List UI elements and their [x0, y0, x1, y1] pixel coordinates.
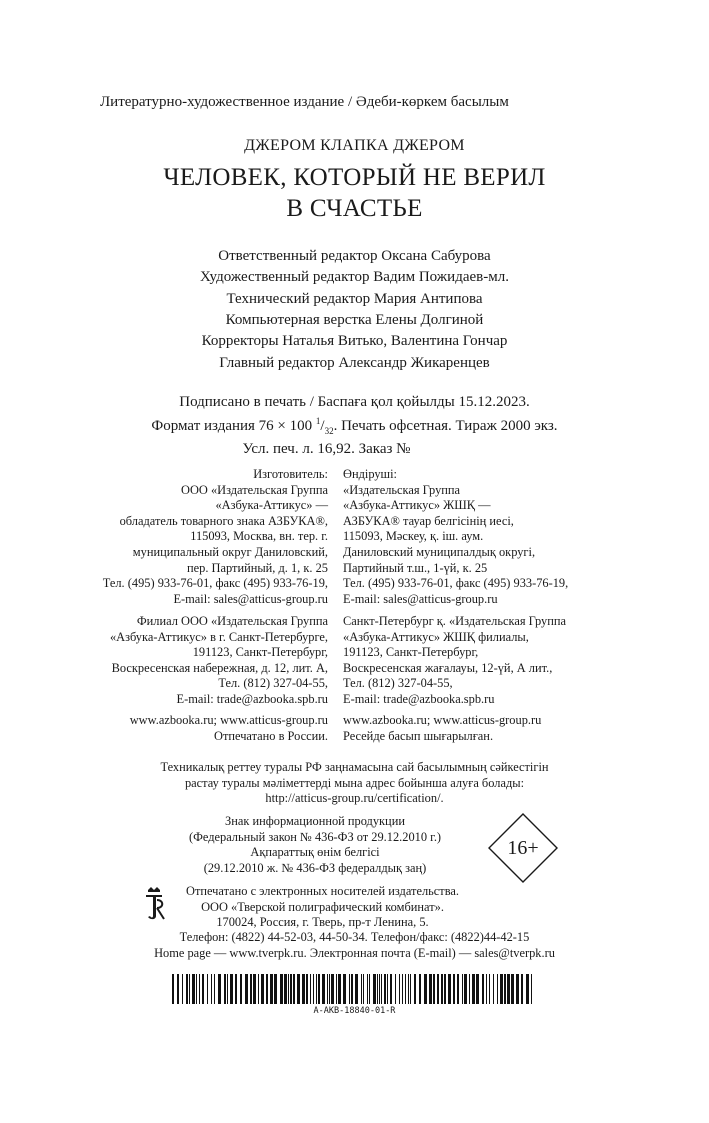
branch-ru-line: Воскресенская набережная, д. 12, лит. А,: [111, 660, 328, 675]
certification-line: растау туралы мәліметтерді мына адрес бойынша алуға болады:: [184, 775, 525, 790]
chief-editor: Главный редактор Александр Жикаренцев: [219, 355, 490, 371]
web-kz-line: www.azbooka.ru; www.atticus-group.ru: [343, 713, 542, 727]
barcode: [172, 974, 534, 1004]
sheets-text: Усл. печ. л. 16,92. Заказ №: [242, 441, 411, 457]
printer-info: [186, 884, 459, 931]
series-line: Литературно-художественное издание / Әдеби-көркем басылым: [100, 94, 509, 110]
manufacturer-kz-line: Даниловский муниципалдық округі,: [343, 544, 536, 559]
format-suffix: . Печать офсетная. Тираж 2000 экз.: [333, 417, 558, 434]
certification-line: Техникалық реттеу туралы РФ заңнамасына сай басылымның сәйкестігін: [160, 760, 549, 774]
web-ru: [130, 713, 328, 744]
barcode-bar: [384, 974, 386, 1004]
barcode-bar: [531, 974, 532, 1004]
branch-kz-line: Тел. (812) 327-04-55,: [343, 676, 453, 691]
barcode-bar: [297, 974, 300, 1004]
barcode-bar: [507, 974, 510, 1004]
manufacturer-ru: [103, 467, 328, 607]
manufacturer-kz-line: 115093, Мәскеу, қ. іш. аум.: [343, 529, 484, 544]
barcode-bar: [516, 974, 519, 1004]
barcode-bar: [270, 974, 273, 1004]
manufacturer-kz: [343, 467, 568, 607]
age-rating-text: 16+: [507, 837, 539, 859]
barcode-bar: [202, 974, 204, 1004]
barcode-bar: [250, 974, 252, 1004]
barcode-bar: [327, 974, 328, 1004]
barcode-bar: [261, 974, 264, 1004]
web-kz: [343, 713, 541, 744]
staff-line: Художественный редактор Вадим Пожидаев-мл.: [200, 269, 509, 286]
barcode-bar: [258, 974, 259, 1004]
staff-line: Ответственный редактор Оксана Сабурова: [218, 248, 491, 264]
barcode-bar: [313, 974, 314, 1004]
certification-link: http://atticus-group.ru/certification/.: [265, 791, 444, 806]
barcode-bar: [464, 974, 467, 1004]
barcode-bar: [419, 974, 421, 1004]
manufacturer-ru-line: 115093, Москва, вн. тер. г.: [190, 529, 328, 544]
barcode-bar: [433, 974, 435, 1004]
barcode-bar: [331, 974, 334, 1004]
barcode-bar: [245, 974, 248, 1004]
barcode-text: А-АКВ-18840-01-R: [313, 1006, 396, 1016]
printer-contacts: [0, 930, 709, 961]
barcode-bar: [402, 974, 403, 1004]
barcode-bar: [189, 974, 190, 1004]
barcode-bar: [322, 974, 325, 1004]
printer-line: ООО «Тверской полиграфический комбинат».: [201, 899, 444, 914]
barcode-bar: [349, 974, 350, 1004]
print-info: [0, 393, 709, 459]
barcode-bar: [316, 974, 317, 1004]
barcode-bar: [182, 974, 183, 1004]
barcode-bar: [399, 974, 400, 1004]
manufacturer-ru-line: ООО «Издательская Группа: [181, 482, 328, 497]
book-title-line-2: В СЧАСТЬЕ: [286, 195, 423, 222]
branch-ru-line: «Азбука-Аттикус» в г. Санкт-Петербурге,: [109, 629, 328, 644]
barcode-bar: [497, 974, 498, 1004]
barcode-bar: [482, 974, 484, 1004]
barcode-bar: [280, 974, 283, 1004]
barcode-bar: [266, 974, 268, 1004]
barcode-bar: [290, 974, 292, 1004]
barcode-bar: [235, 974, 237, 1004]
format-line: [0, 412, 709, 441]
branch-kz-line: Воскресенская жағалауы, 12-үй, А лит.,: [343, 660, 553, 675]
age-rating-badge: [487, 812, 559, 884]
barcode-bar: [457, 974, 459, 1004]
author-name: ДЖЕРОМ КЛАПКА ДЖЕРОМ: [244, 137, 465, 154]
barcode-bar: [207, 974, 208, 1004]
web-ru-line: Отпечатано в России.: [214, 728, 328, 743]
format-prefix: Формат издания 76 × 100: [151, 417, 316, 434]
manufacturer-ru-line: Изготовитель:: [253, 467, 328, 481]
barcode-bar: [230, 974, 233, 1004]
barcode-bar: [504, 974, 506, 1004]
barcode-bar: [199, 974, 200, 1004]
barcode-bar: [343, 974, 346, 1004]
manufacturer-kz-line: Партийный т.ш., 1-үй, к. 25: [343, 560, 488, 575]
manufacturer-kz-line: АЗБУКА® тауар белгісінің иесі,: [343, 513, 514, 528]
barcode-bar: [227, 974, 228, 1004]
manufacturer-ru-line: муниципальный округ Даниловский,: [132, 544, 328, 559]
branch-kz-line: 191123, Санкт-Петербург,: [343, 645, 479, 660]
format-slash: /: [320, 417, 325, 434]
barcode-bar: [462, 974, 463, 1004]
web-ru-line: www.azbooka.ru; www.atticus-group.ru: [129, 713, 328, 727]
branch-ru: [110, 614, 328, 708]
barcode-bar: [472, 974, 475, 1004]
barcode-bar: [284, 974, 287, 1004]
barcode-bar: [318, 974, 320, 1004]
barcode-bar: [306, 974, 308, 1004]
barcode-bar: [377, 974, 378, 1004]
barcode-bar: [369, 974, 370, 1004]
manufacturer-kz-line: Өндіруші:: [343, 467, 397, 481]
certification-note: [0, 760, 709, 807]
signed-line: Подписано в печать / Баспаға қол қойылды 15.12.2023.: [179, 394, 530, 410]
barcode-bar: [240, 974, 242, 1004]
manufacturer-kz-line: «Азбука-Аттикус» ЖШҚ —: [343, 498, 491, 513]
info-sign-line: (29.12.2010 ж. № 436-ФЗ федералдық заң): [203, 860, 427, 875]
barcode-bar: [424, 974, 427, 1004]
sheets-line: [0, 440, 709, 459]
barcode-bar: [489, 974, 490, 1004]
barcode-bar: [373, 974, 376, 1004]
barcode-bar: [177, 974, 179, 1004]
barcode-bar: [486, 974, 487, 1004]
barcode-bar: [408, 974, 409, 1004]
barcode-bar: [379, 974, 380, 1004]
branch-kz-line: «Азбука-Аттикус» ЖШҚ филиалы,: [343, 629, 529, 644]
info-sign-line: (Федеральный закон № 436-ФЗ от 29.12.2010 г.): [188, 829, 442, 844]
info-product-sign: [150, 814, 480, 876]
barcode-bar: [293, 974, 295, 1004]
info-sign-line: Знак информационной продукции: [225, 814, 405, 828]
branch-ru-line: E-mail: trade@azbooka.spb.ru: [176, 691, 328, 706]
barcode-bar: [351, 974, 353, 1004]
barcode-bar: [172, 974, 174, 1004]
barcode-bar: [521, 974, 523, 1004]
barcode-bar: [395, 974, 396, 1004]
barcode-bar: [511, 974, 514, 1004]
barcode-bar: [387, 974, 388, 1004]
barcode-bar: [526, 974, 529, 1004]
barcode-bar: [444, 974, 446, 1004]
web-kz-line: Ресейде басып шығарылған.: [343, 728, 494, 743]
printer-line: Отпечатано с электронных носителей издательства.: [186, 884, 459, 898]
barcode-bar: [410, 974, 411, 1004]
manufacturer-kz-line: E-mail: sales@atticus-group.ru: [343, 591, 498, 606]
barcode-bar: [253, 974, 256, 1004]
barcode-bar: [367, 974, 368, 1004]
branch-kz: [343, 614, 566, 708]
manufacturer-kz-line: «Издательская Группа: [343, 482, 461, 497]
barcode-bar: [196, 974, 197, 1004]
branch-ru-line: Филиал ООО «Издательская Группа: [136, 614, 328, 628]
barcode-bar: [381, 974, 382, 1004]
barcode-bar: [211, 974, 212, 1004]
manufacturer-ru-line: обладатель товарного знака АЗБУКА®,: [119, 513, 328, 528]
staff-line: Корректоры Наталья Витько, Валентина Гончар: [201, 333, 508, 350]
branch-ru-line: 191123, Санкт-Петербург,: [192, 645, 328, 660]
barcode-bar: [361, 974, 362, 1004]
barcode-bar: [310, 974, 311, 1004]
barcode-bar: [329, 974, 330, 1004]
barcode-bar: [338, 974, 341, 1004]
barcode-bar: [218, 974, 221, 1004]
format-denominator: 32: [324, 425, 334, 436]
manufacturer-ru-line: E-mail: sales@atticus-group.ru: [173, 591, 328, 606]
barcode-bar: [186, 974, 188, 1004]
branch-ru-line: Тел. (812) 327-04-55,: [218, 676, 328, 691]
barcode-bar: [437, 974, 439, 1004]
barcode-bar: [448, 974, 451, 1004]
printing-house-logo: [140, 886, 168, 922]
barcode-bar: [469, 974, 470, 1004]
barcode-bar: [414, 974, 416, 1004]
editorial-staff: [0, 246, 709, 352]
barcode-bar: [288, 974, 289, 1004]
barcode-bar: [363, 974, 364, 1004]
barcode-bar: [500, 974, 503, 1004]
printer-phone-line: Телефон: (4822) 44-52-03, 44-50-34. Телефон/факс: (4822)44-42-15: [179, 930, 530, 944]
barcode-bar: [224, 974, 226, 1004]
barcode-bar: [390, 974, 392, 1004]
printer-line: 170024, Россия, г. Тверь, пр-т Ленина, 5.: [216, 915, 429, 930]
barcode-bar: [302, 974, 305, 1004]
branch-kz-line: Санкт-Петербург қ. «Издательская Группа: [343, 614, 567, 628]
barcode-bar: [476, 974, 479, 1004]
barcode-bar: [429, 974, 432, 1004]
barcode-bar: [441, 974, 443, 1004]
staff-line: Технический редактор Мария Антипова: [226, 290, 483, 307]
manufacturer-ru-line: пер. Партийный, д. 1, к. 25: [187, 560, 328, 575]
info-sign-line: Ақпараттық өнім белгісі: [250, 845, 380, 860]
barcode-bar: [355, 974, 358, 1004]
manufacturer-ru-line: Тел. (495) 933-76-01, факс (495) 933-76-19,: [102, 576, 328, 591]
book-title-line-1: ЧЕЛОВЕК, КОТОРЫЙ НЕ ВЕРИЛ: [163, 164, 546, 191]
barcode-bar: [214, 974, 215, 1004]
barcode-bar: [453, 974, 455, 1004]
barcode-bar: [493, 974, 494, 1004]
barcode-bar: [274, 974, 277, 1004]
barcode-bar: [192, 974, 195, 1004]
printer-web-line: Home page — www.tverpk.ru. Электронная почта (E-mail) — sales@tverpk.ru: [154, 945, 555, 960]
barcode-bar: [405, 974, 406, 1004]
manufacturer-kz-line: Тел. (495) 933-76-01, факс (495) 933-76-19,: [343, 576, 569, 591]
branch-kz-line: E-mail: trade@azbooka.spb.ru: [343, 691, 495, 706]
format-numerator: 1: [315, 415, 321, 426]
staff-line: Компьютерная верстка Елены Долгиной: [225, 311, 484, 328]
barcode-bar: [336, 974, 337, 1004]
manufacturer-ru-line: «Азбука-Аттикус» —: [215, 498, 328, 513]
